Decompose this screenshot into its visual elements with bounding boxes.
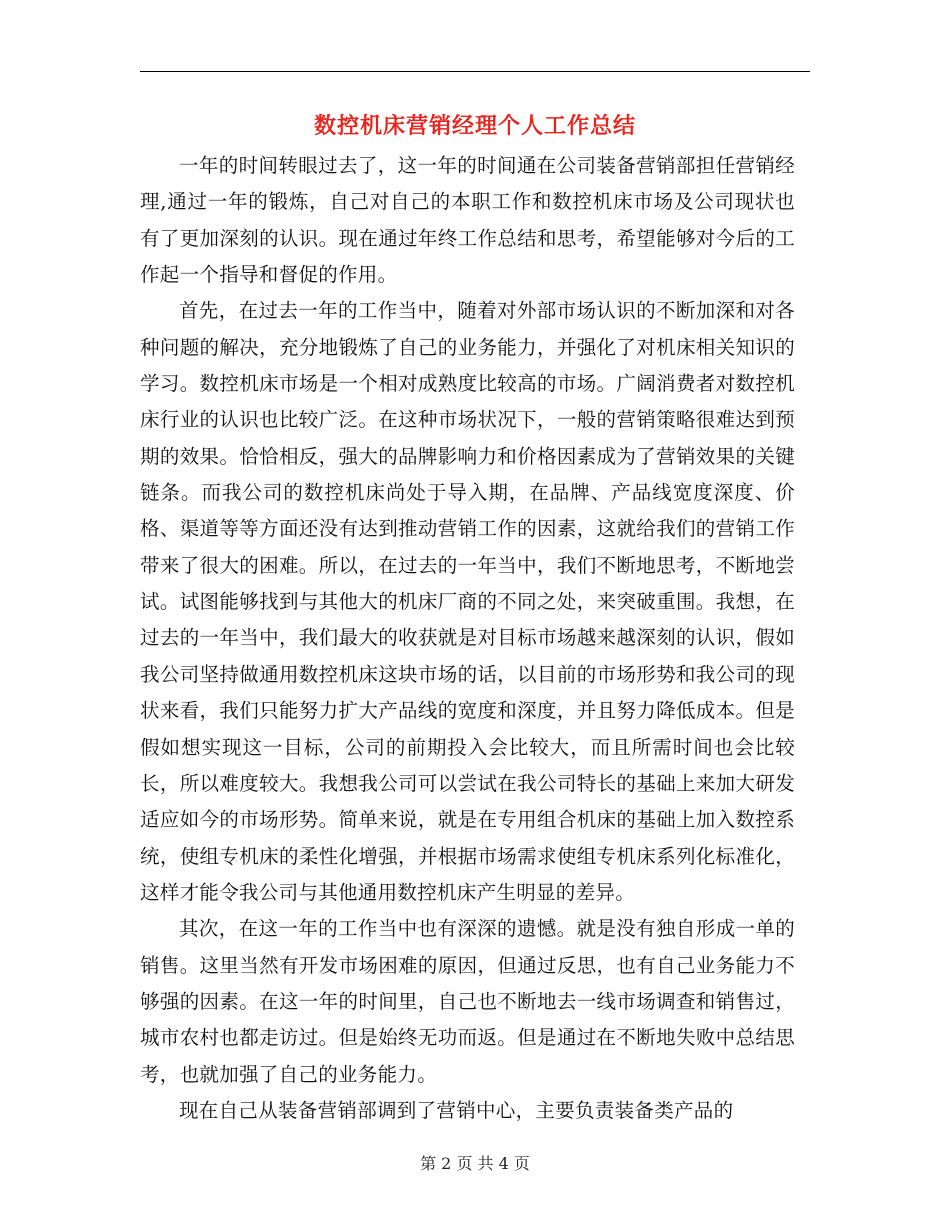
header-rule (140, 71, 810, 72)
paragraph-intro: 一年的时间转眼过去了，这一年的时间通在公司装备营销部担任营销经理,通过一年的锻炼，自己对自己的本职工作和数控机床市场及公司现状也有了更加深刻的认识。现在通过年终工作总结和思考，希望能够对今后的工作起一个指导和督促的作用。 (140, 154, 795, 287)
paragraph-second: 其次，在这一年的工作当中也有深深的遗憾。就是没有独自形成一单的销售。这里当然有开发市场困难的原因，但通过反思，也有自己业务能力不够强的因素。在这一年的时间里，自己也不断地去一线市场调查和销售过，城市农村也都走访过。但是始终无功而返。但是通过在不断地失败中总结思考，也就加强了自己的业务能力。 (140, 917, 795, 1086)
paragraph-current: 现在自己从装备营销部调到了营销中心，主要负责装备类产品的 (179, 1098, 734, 1122)
page-number: 第 2 页 共 4 页 (420, 1154, 530, 1173)
paragraph-first: 首先，在过去一年的工作当中，随着对外部市场认识的不断加深和对各种问题的解决，充分地锻炼了自己的业务能力，并强化了对机床相关知识的学习。数控机床市场是一个相对成熟度比较高的市场。广阔消费者对数控机床行业的认识也比较广泛。在这种市场状况下，一般的营销策略很难达到预期的效果。恰恰相反，强大的品牌影响力和价格因素成为了营销效果的关键链条。而我公司的数控机床尚处于导入期，在品牌、产品线宽度深度、价格、渠道等等方面还没有达到推动营销工作的因素，这就给我们的营销工作带来了很大的困难。所以，在过去的一年当中，我们不断地思考，不断地尝试。试图能够找到与其他大的机床厂商的不同之处，来突破重围。我想，在过去的一年当中，我们最大的收获就是对目标市场越来越深刻的认识，假如我公司坚持做通用数控机床这块市场的话，以目前的市场形势和我公司的现状来看，我们只能努力扩大产品线的宽度和深度，并且努力降低成本。但是假如想实现这一目标，公司的前期投入会比较大，而且所需时间也会比较长，所以难度较大。我想我公司可以尝试在我公司特长的基础上来加大研发适应如今的市场形势。简单来说，就是在专用组合机床的基础上加入数控系统，使组专机床的柔性化增强，并根据市场需求使组专机床系列化标准化，这样才能令我公司与其他通用数控机床产生明显的差异。 (140, 299, 795, 904)
document-title: 数控机床营销经理个人工作总结 (313, 113, 636, 139)
document-body (140, 148, 795, 1129)
